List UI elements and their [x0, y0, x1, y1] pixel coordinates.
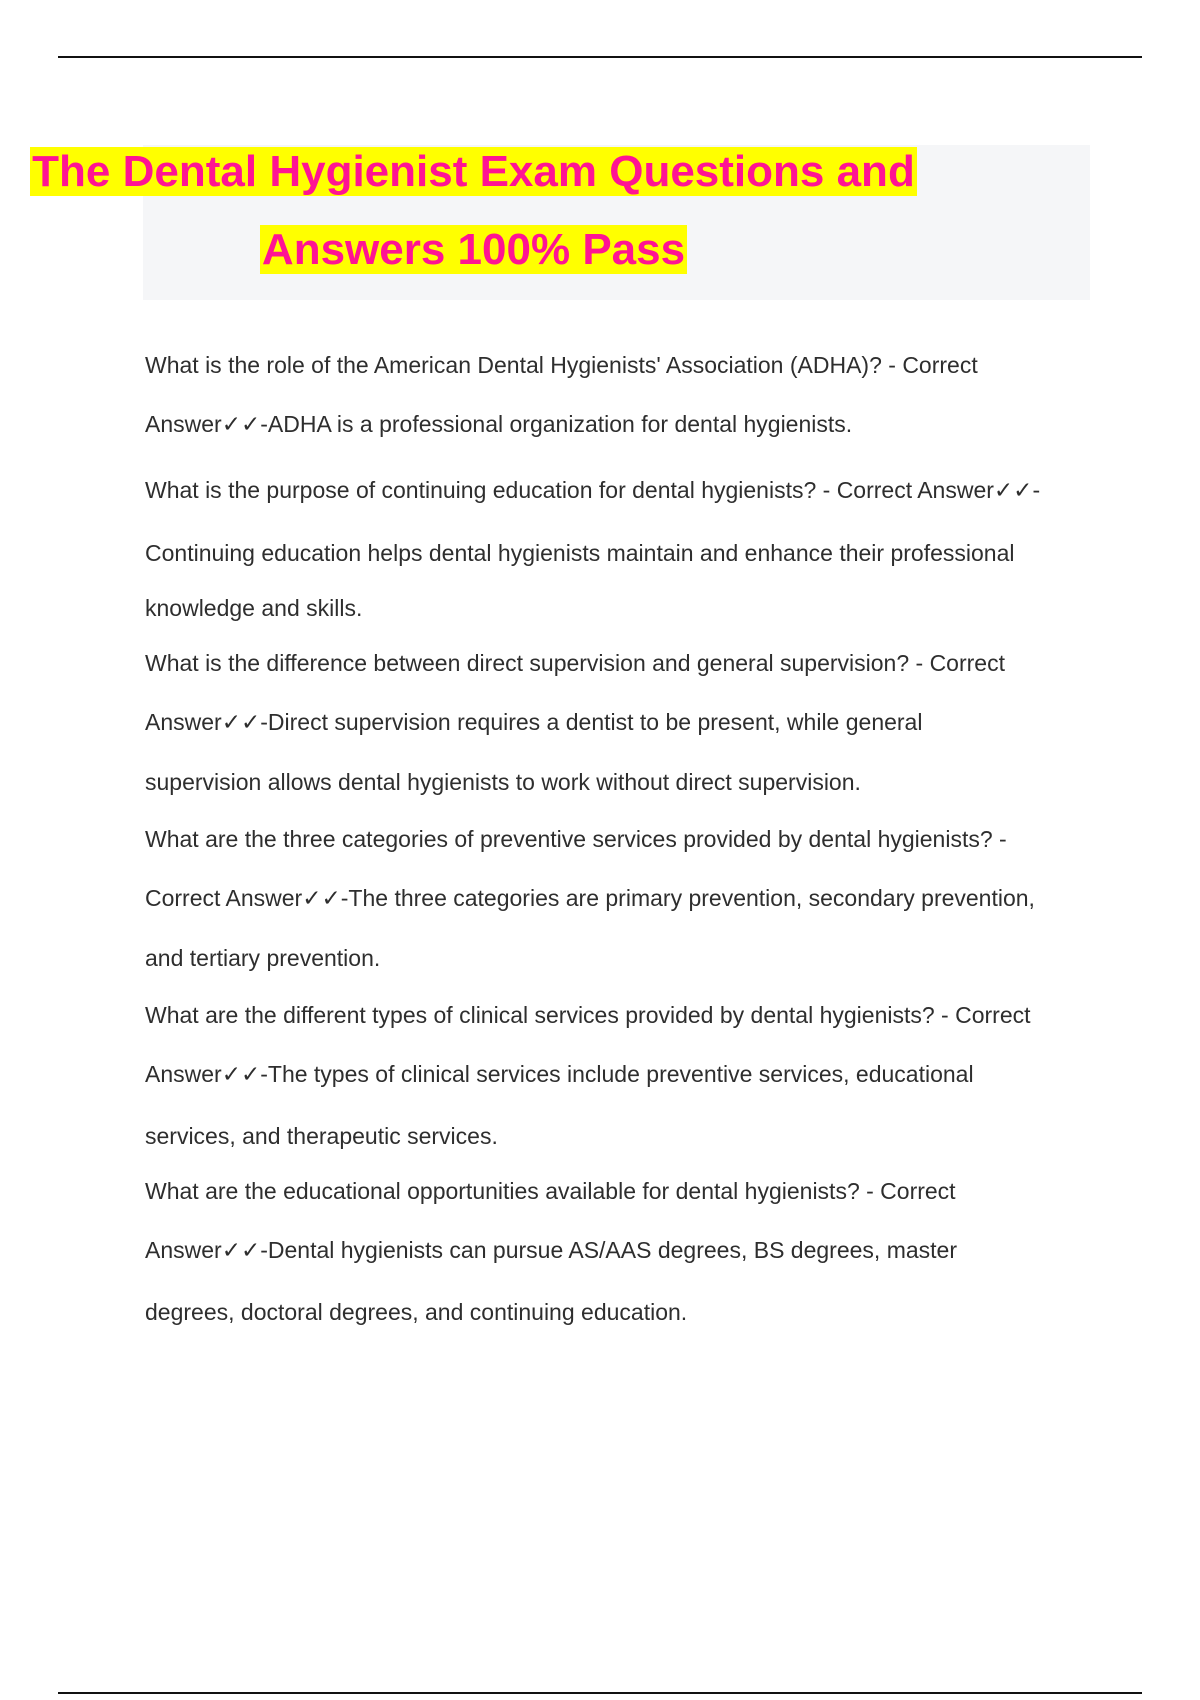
qa-line: knowledge and skills.: [145, 595, 363, 621]
qa-line: degrees, doctoral degrees, and continuing education.: [145, 1299, 688, 1325]
page-title-line-2: [0, 226, 947, 274]
top-rule: [58, 56, 1142, 58]
qa-line: What are the different types of clinical services provided by dental hygienists? - Correct: [145, 1002, 1031, 1028]
qa-line: What is the difference between direct supervision and general supervision? - Correct: [145, 650, 1005, 676]
qa-line: supervision allows dental hygienists to work without direct supervision.: [145, 769, 861, 795]
qa-line: Answer✓✓-ADHA is a professional organization for dental hygienists.: [145, 411, 853, 437]
qa-line: Continuing education helps dental hygienists maintain and enhance their professional: [145, 540, 1015, 566]
qa-line: What is the role of the American Dental Hygienists' Association (ADHA)? - Correct: [145, 352, 978, 378]
qa-line: services, and therapeutic services.: [145, 1123, 498, 1149]
qa-line: Correct Answer✓✓-The three categories are primary prevention, secondary prevention,: [145, 885, 1035, 911]
qa-line: Answer✓✓-Dental hygienists can pursue AS/AAS degrees, BS degrees, master: [145, 1237, 957, 1263]
bottom-rule: [58, 1692, 1142, 1694]
page-title-text-1: The Dental Hygienist Exam Questions and: [32, 147, 915, 196]
qa-line: What are the three categories of preventive services provided by dental hygienists? -: [145, 826, 1007, 852]
qa-line: What are the educational opportunities available for dental hygienists? - Correct: [145, 1178, 956, 1204]
page-title-text-2: Answers 100% Pass: [261, 225, 686, 274]
qa-line: Answer✓✓-The types of clinical services include preventive services, educational: [145, 1061, 974, 1087]
page-title-line-1: [0, 148, 947, 196]
qa-line: What is the purpose of continuing education for dental hygienists? - Correct Answer✓✓-: [145, 477, 1041, 503]
qa-line: and tertiary prevention.: [145, 945, 381, 971]
qa-line: Answer✓✓-Direct supervision requires a dentist to be present, while general: [145, 709, 923, 735]
